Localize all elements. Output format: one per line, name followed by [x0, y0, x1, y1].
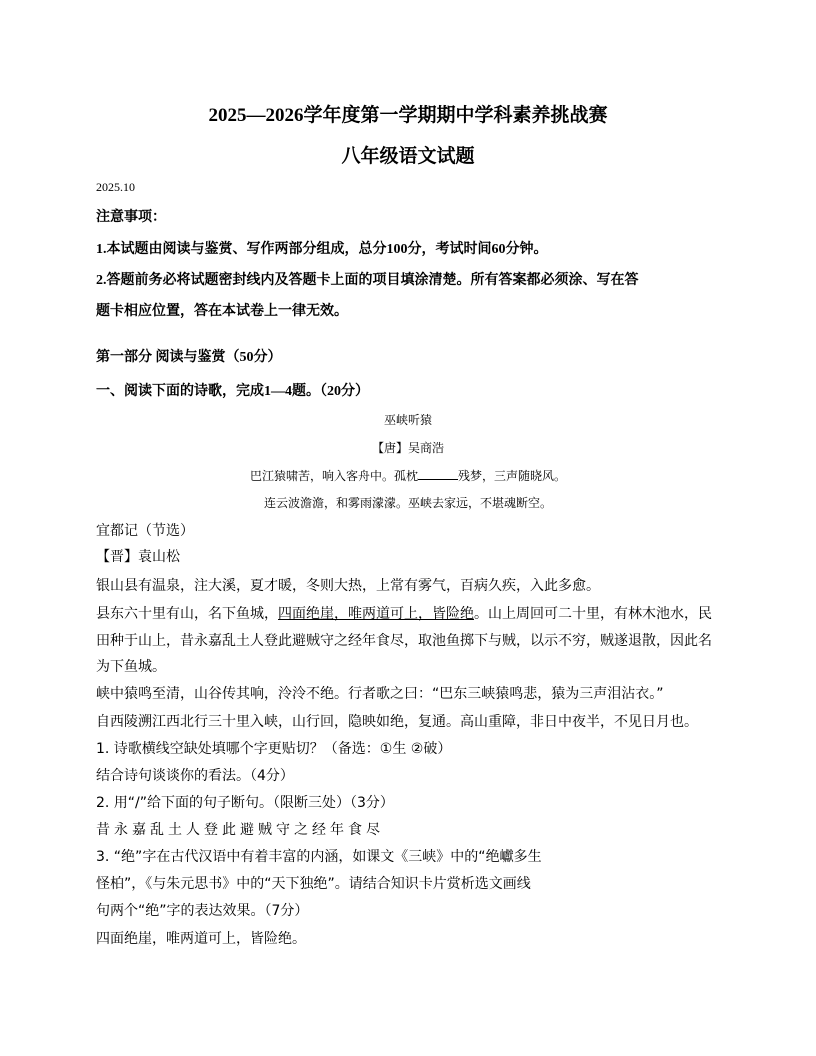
exam-date: 2025.10 — [96, 180, 135, 194]
prose-paragraph-3: 峡中猿鸣至清，山谷传其响，泠泠不绝。行者歌之曰：“巴东三峡猿鸣悲，猿为三声泪沾衣。” — [96, 686, 664, 702]
poem-line-1-part-b: 残梦，三声随晓风。 — [458, 469, 567, 483]
prose-author: 【晋】袁山松 — [96, 549, 180, 565]
notice-item-2-line1: 2.答题前务必将试题密封线内及答题卡上面的项目填涂清楚。所有答案都必须涂、写在答 — [96, 273, 639, 288]
prose-paragraph-2-line3: 为下鱼城。 — [96, 659, 166, 675]
question-3-line3: 句两个“绝”字的表达效果。（7分） — [96, 903, 309, 919]
question-2-line2: 昔永嘉乱土人登此避贼守之经年食尽 — [96, 822, 384, 838]
poem-title: 巫峡听猿 — [383, 413, 432, 427]
prose-paragraph-2-line1 — [96, 603, 712, 623]
prose-paragraph-1: 银山县有温泉，注大溪，夏才暖，冬则大热，上常有雾气，百病久疾，入此多愈。 — [96, 578, 600, 594]
question-1-line2: 结合诗句谈谈你的看法。（4分） — [96, 768, 294, 784]
notice-item-2-line2: 题卡相应位置，答在本试卷上一律无效。 — [96, 304, 348, 319]
section1-heading: 一、阅读下面的诗歌，完成1—4题。（20分） — [96, 384, 369, 399]
question-2-line1: 2. 用“/”给下面的句子断句。（限断三处）（3分） — [96, 795, 394, 811]
part1-heading: 第一部分 阅读与鉴赏（50分） — [96, 350, 282, 365]
question-3-line1: 3. “绝”字在古代汉语中有着丰富的内涵，如课文《三峡》中的“绝巘多生 — [96, 849, 542, 865]
prose-paragraph-4: 自西陵溯江西北行三十里入峡，山行回，隐映如绝，复通。高山重障，非日中夜半，不见日月也。 — [96, 714, 698, 730]
notice-heading: 注意事项： — [96, 210, 166, 225]
question-3-line2: 怪柏”，《与朱元思书》中的“天下独绝”。请结合知识卡片赏析选文画线 — [96, 876, 531, 892]
prose-paragraph-2-line2: 田种于山上，昔永嘉乱土人登此避贼守之经年食尽，取池鱼掷下与贼，以示不穷，贼遂退散，因此名 — [96, 633, 712, 649]
question-3-line4: 四面绝崖，唯两道可上，皆险绝。 — [96, 931, 306, 947]
poem-author: 【唐】吴商浩 — [371, 441, 444, 455]
exam-title: 2025—2026学年度第一学期期中学科素养挑战赛 — [208, 105, 608, 126]
notice-item-1: 1.本试题由阅读与鉴赏、写作两部分组成，总分100分，考试时间60分钟。 — [96, 242, 548, 257]
poem-blank — [418, 467, 458, 480]
poem-line-2: 连云波澹澹，和雾雨濛濛。巫峡去家远，不堪魂断空。 — [263, 496, 552, 510]
exam-subtitle: 八年级语文试题 — [341, 146, 475, 167]
prose-p2-start: 县东六十里有山，名下鱼城， — [96, 606, 278, 622]
question-1-line1: 1. 诗歌横线空缺处填哪个字更贴切？（备选：①生 ②破） — [96, 741, 452, 757]
poem-line-1 — [0, 467, 816, 484]
underlined-sentence: 四面绝崖，唯两道可上，皆险绝 — [278, 606, 474, 622]
prose-p2-rest: 。山上周回可二十里，有林木池水，民 — [474, 606, 712, 622]
prose-title: 宜都记（节选） — [96, 523, 194, 539]
poem-line-1-part-a: 巴江猿啸苦，响入客舟中。孤枕 — [249, 469, 418, 483]
